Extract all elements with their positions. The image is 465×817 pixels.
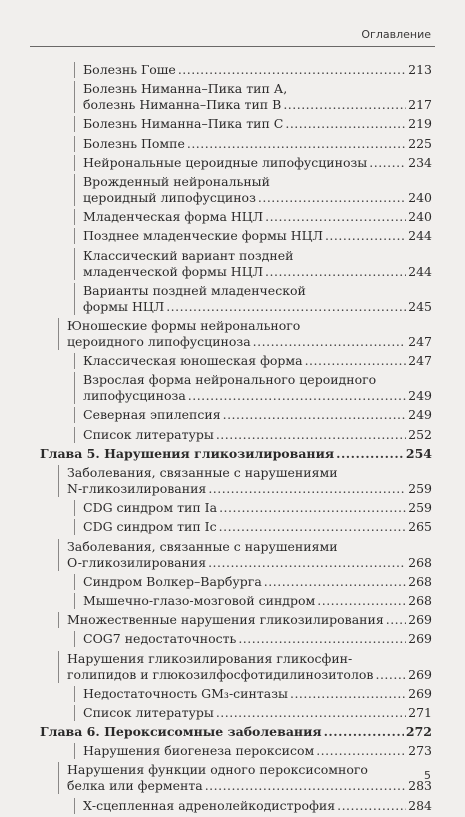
toc-entry-title: O-гликозилирования: [67, 554, 207, 570]
toc-chapter-entry: [40, 724, 432, 740]
toc-entry: [74, 407, 432, 423]
toc-entry-page: 269: [408, 631, 432, 647]
toc-entry: [74, 372, 432, 404]
toc-entry: [74, 593, 432, 609]
toc-entry-page: 240: [408, 209, 432, 225]
toc-entry-title-line: Врожденный нейрональный: [83, 173, 270, 189]
toc-entry-title: цероидного липофусциноза: [67, 333, 251, 349]
table-of-contents: [40, 62, 432, 817]
toc-entry: [58, 612, 432, 628]
toc-entry-title: N-гликозилирования: [67, 481, 207, 496]
toc-entry: [74, 427, 432, 443]
toc-entry-page: 217: [408, 97, 432, 113]
toc-entry-page: 247: [408, 353, 432, 369]
toc-entry-title: Синдром Волкер–Варбурга: [83, 573, 262, 589]
toc-entry-page: 259: [408, 481, 432, 496]
toc-entry-title: младенческой формы НЦЛ: [83, 263, 264, 279]
dot-leader: [305, 353, 407, 369]
toc-entry: [74, 248, 432, 280]
toc-entry-page: 252: [408, 426, 432, 442]
toc-entry: [58, 762, 432, 794]
toc-entry: [74, 174, 432, 206]
toc-entry-page: 219: [408, 116, 432, 132]
toc-entry-title-line: Нарушения гликозилирования гликосфин-: [67, 650, 353, 666]
dot-leader: [219, 519, 407, 535]
dot-leader: [208, 481, 406, 497]
dot-leader: [285, 116, 406, 132]
dot-leader: [264, 574, 406, 590]
toc-entry: [74, 62, 432, 78]
toc-entry-page: 213: [408, 62, 432, 77]
toc-entry-page: 245: [408, 298, 432, 314]
toc-entry-page: 240: [408, 189, 432, 205]
toc-entry-title: болезнь Ниманна–Пика тип В: [83, 97, 282, 113]
toc-entry-title: Глава 5. Нарушения гликозилирования: [40, 445, 335, 461]
toc-entry-page: 265: [408, 519, 432, 535]
dot-leader: [205, 778, 406, 794]
toc-entry-title: Х-сцепленная адренолейкодистрофия: [83, 797, 336, 813]
toc-entry-page: 234: [408, 154, 432, 170]
toc-entry-page: 244: [408, 263, 432, 279]
dot-leader: [290, 686, 406, 702]
toc-entry-title-line: Нарушения функции одного пероксисомного: [67, 762, 368, 778]
running-header: [30, 28, 435, 47]
toc-entry-title-line: Варианты поздней младенческой: [83, 282, 306, 298]
dot-leader: [325, 228, 406, 244]
page-number: 5: [424, 769, 431, 782]
dot-leader: [337, 798, 406, 814]
dot-leader: [238, 631, 406, 647]
toc-entry-title: Мышечно-глазо-мозговой синдром: [83, 592, 316, 608]
toc-entry: [74, 519, 432, 535]
toc-entry-title-line: Болезнь Ниманна–Пика тип А,: [83, 81, 288, 97]
toc-entry-page: 249: [408, 407, 432, 423]
toc-entry-page: 247: [408, 333, 432, 349]
toc-entry: [74, 283, 432, 315]
toc-entry-title: CDG синдром тип Ic: [83, 519, 217, 535]
toc-entry-page: 283: [408, 778, 432, 794]
toc-entry-page: 259: [408, 500, 432, 516]
toc-entry-title-line: Классический вариант поздней: [83, 247, 294, 263]
dot-leader: [336, 446, 404, 462]
toc-entry-page: 225: [408, 135, 432, 151]
toc-entry: [58, 465, 432, 497]
dot-leader: [208, 555, 406, 571]
dot-leader: [216, 705, 406, 721]
toc-entry: [58, 539, 432, 571]
toc-entry-page: 268: [408, 592, 432, 608]
toc-entry: [58, 318, 432, 350]
toc-entry-page: 269: [408, 666, 432, 682]
dot-leader: [283, 97, 406, 113]
toc-chapter-entry: [40, 446, 432, 462]
toc-entry-page: 273: [408, 743, 432, 759]
toc-entry-title-line: Заболевания, связанные с нарушениями: [67, 465, 338, 480]
toc-entry-title: Болезнь Помпе: [83, 135, 185, 151]
dot-leader: [258, 190, 406, 206]
toc-entry-title: Классическая юношеская форма: [83, 353, 303, 369]
toc-entry-title: голипидов и глюкозилфосфотидилинозитолов: [67, 666, 374, 682]
toc-entry-title: Болезнь Ниманна–Пика тип С: [83, 116, 284, 132]
dot-leader: [187, 136, 406, 152]
dot-leader: [316, 743, 406, 759]
toc-entry-title: Нейрональные цероидные липофусцинозы: [83, 154, 368, 170]
toc-entry-title-line: Взрослая форма нейронального цероидного: [83, 372, 377, 388]
dot-leader: [324, 724, 404, 740]
toc-entry-title: липофусциноза: [83, 388, 186, 404]
toc-entry-page: 272: [405, 724, 432, 740]
toc-entry-title: Глава 6. Пероксисомные заболевания: [40, 724, 322, 740]
toc-entry-page: 269: [408, 612, 432, 628]
toc-entry-page: 268: [408, 573, 432, 589]
toc-entry: [74, 798, 432, 814]
toc-entry: [74, 631, 432, 647]
toc-entry-title: Болезнь Гоше: [83, 62, 176, 77]
toc-entry: [74, 574, 432, 590]
dot-leader: [178, 62, 406, 78]
toc-entry-title-line: Юношеские формы нейронального: [67, 317, 301, 333]
toc-entry-title: Множественные нарушения гликозилирования: [67, 612, 384, 628]
toc-entry: [74, 81, 432, 113]
dot-leader: [317, 593, 406, 609]
dot-leader: [265, 209, 406, 225]
toc-entry-title: Список литературы: [83, 426, 214, 442]
toc-entry: [74, 705, 432, 721]
toc-entry: [74, 228, 432, 244]
toc-entry-title: Нарушения биогенеза пероксисом: [83, 743, 315, 759]
toc-entry-page: 271: [408, 704, 432, 720]
dot-leader: [216, 427, 406, 443]
toc-entry-page: 254: [405, 445, 432, 461]
dot-leader: [166, 299, 406, 315]
running-header-title: Оглавление: [361, 28, 431, 41]
dot-leader: [265, 264, 406, 280]
toc-entry: [74, 116, 432, 132]
toc-entry-title: белка или фермента: [67, 778, 203, 794]
toc-entry-page: 249: [408, 388, 432, 404]
toc-entry-page: 284: [408, 797, 432, 813]
toc-entry: [74, 743, 432, 759]
dot-leader: [369, 155, 406, 171]
toc-entry: [58, 651, 432, 683]
toc-entry-title: Недостаточность GM₃-синтазы: [83, 685, 288, 701]
toc-entry-page: 269: [408, 685, 432, 701]
toc-entry-title-line: Заболевания, связанные с нарушениями: [67, 538, 338, 554]
dot-leader: [253, 334, 406, 350]
toc-entry-title: CDG синдром тип Ia: [83, 500, 218, 516]
toc-entry: [74, 500, 432, 516]
dot-leader: [223, 407, 407, 423]
dot-leader: [219, 500, 406, 516]
toc-entry: [74, 353, 432, 369]
toc-entry-title: цероидный липофусциноз: [83, 189, 256, 205]
dot-leader: [386, 612, 406, 628]
toc-entry-title: Младенческая форма НЦЛ: [83, 209, 264, 225]
toc-entry-title: COG7 недостаточность: [83, 631, 237, 647]
toc-entry-title: Северная эпилепсия: [83, 407, 221, 423]
toc-entry: [74, 136, 432, 152]
toc-entry-title: формы НЦЛ: [83, 298, 165, 314]
toc-entry: [74, 686, 432, 702]
dot-leader: [188, 388, 406, 404]
toc-entry: [74, 155, 432, 171]
toc-entry-title: Список литературы: [83, 704, 214, 720]
toc-entry: [74, 209, 432, 225]
toc-entry-page: 244: [408, 228, 432, 244]
toc-entry-page: 268: [408, 554, 432, 570]
toc-entry-title: Позднее младенческие формы НЦЛ: [83, 228, 323, 244]
dot-leader: [375, 667, 406, 683]
